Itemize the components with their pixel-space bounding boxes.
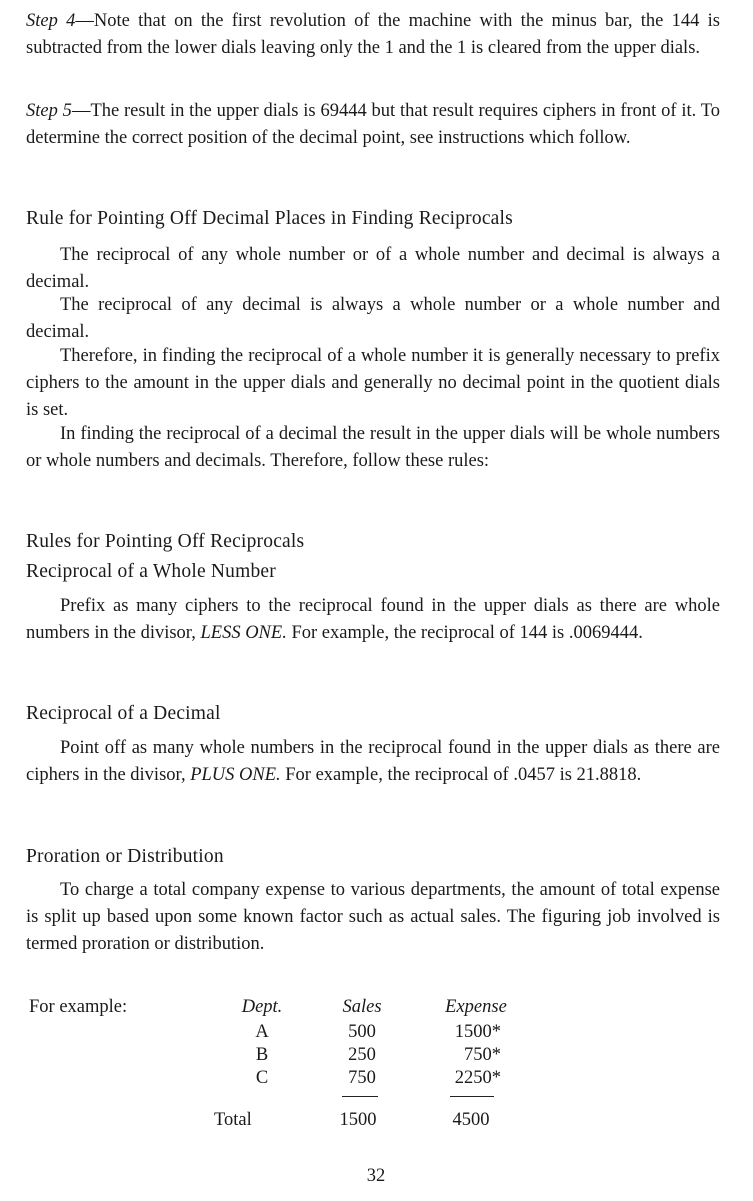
header-dept: Dept.	[241, 997, 283, 1017]
row-c-sales: 750	[348, 1068, 376, 1088]
row-c-expense: 2250*	[454, 1068, 501, 1088]
rule-paragraph-1	[26, 242, 720, 296]
rule-paragraph-1-text: The reciprocal of any whole number or of a whole number and decimal is always a decimal.	[26, 245, 720, 292]
row-a-expense: 1500*	[454, 1022, 501, 1042]
rules-heading: Rules for Pointing Off Reciprocals	[26, 531, 305, 552]
header-sales: Sales	[342, 997, 382, 1017]
proration-text: To charge a total company expense to various departments, the amount of total expense is split up based upon some known factor such as actual sales. The figuring job involved is termed proration or distribution.	[26, 880, 720, 954]
decimal-heading: Reciprocal of a Decimal	[26, 703, 221, 724]
decimal-text-after: For example, the reciprocal of .0457 is 21.8818.	[280, 765, 642, 785]
step4-paragraph	[26, 8, 720, 62]
decimal-paragraph	[26, 735, 720, 789]
step4-text: —Note that on the first revolution of the machine with the minus bar, the 144 is subtracted from the lower dials leaving only the 1 and the 1 is cleared from the upper dials.	[26, 11, 720, 58]
proration-heading: Proration or Distribution	[26, 846, 224, 867]
expense-total-rule	[450, 1096, 494, 1097]
total-expense: 4500	[452, 1110, 490, 1130]
whole-number-emphasis: LESS ONE.	[200, 623, 287, 643]
decimal-emphasis: PLUS ONE.	[190, 765, 281, 785]
whole-number-heading: Reciprocal of a Whole Number	[26, 561, 276, 582]
row-b-expense: 750*	[464, 1045, 501, 1065]
rule-paragraph-4-text: In finding the reciprocal of a decimal the result in the upper dials will be whole numbers or whole numbers and decimals. Therefore, follow these rules:	[26, 424, 720, 471]
whole-number-paragraph	[26, 593, 720, 647]
rule-paragraph-3	[26, 343, 720, 424]
example-label: For example:	[29, 997, 128, 1017]
decimal-text-before: Point off as many whole numbers in the reciprocal found in the upper dials as there are ciphers in the divisor,	[26, 738, 720, 785]
rule-paragraph-4	[26, 421, 720, 475]
rule-paragraph-2	[26, 292, 720, 346]
total-label: Total	[214, 1110, 252, 1130]
row-b-sales: 250	[348, 1045, 376, 1065]
row-b-dept: B	[255, 1045, 269, 1065]
header-expense: Expense	[445, 997, 507, 1017]
rule-paragraph-3-text: Therefore, in finding the reciprocal of a whole number it is generally necessary to prefix ciphers to the amount in the upper dials and generally no decimal point in the quotient dials is set.	[26, 346, 720, 420]
sales-total-rule	[342, 1096, 378, 1097]
proration-paragraph	[26, 877, 720, 958]
rule-heading: Rule for Pointing Off Decimal Places in Finding Reciprocals	[26, 208, 513, 229]
step5-text: —The result in the upper dials is 69444 but that result requires ciphers in front of it. To determine the correct position of the decimal point, see instructions which follow.	[26, 101, 720, 148]
row-c-dept: C	[255, 1068, 269, 1088]
step4-label: Step 4	[26, 11, 76, 31]
total-sales: 1500	[339, 1110, 377, 1130]
whole-number-text-after: For example, the reciprocal of 144 is .0069444.	[286, 623, 643, 643]
row-a-dept: A	[255, 1022, 269, 1042]
rule-paragraph-2-text: The reciprocal of any decimal is always a whole number or a whole number and decimal.	[26, 295, 720, 342]
page-number: 32	[366, 1166, 386, 1186]
whole-number-text-before: Prefix as many ciphers to the reciprocal found in the upper dials as there are whole numbers in the divisor,	[26, 596, 720, 643]
step5-paragraph	[26, 98, 720, 152]
step5-label: Step 5	[26, 101, 72, 121]
row-a-sales: 500	[348, 1022, 376, 1042]
